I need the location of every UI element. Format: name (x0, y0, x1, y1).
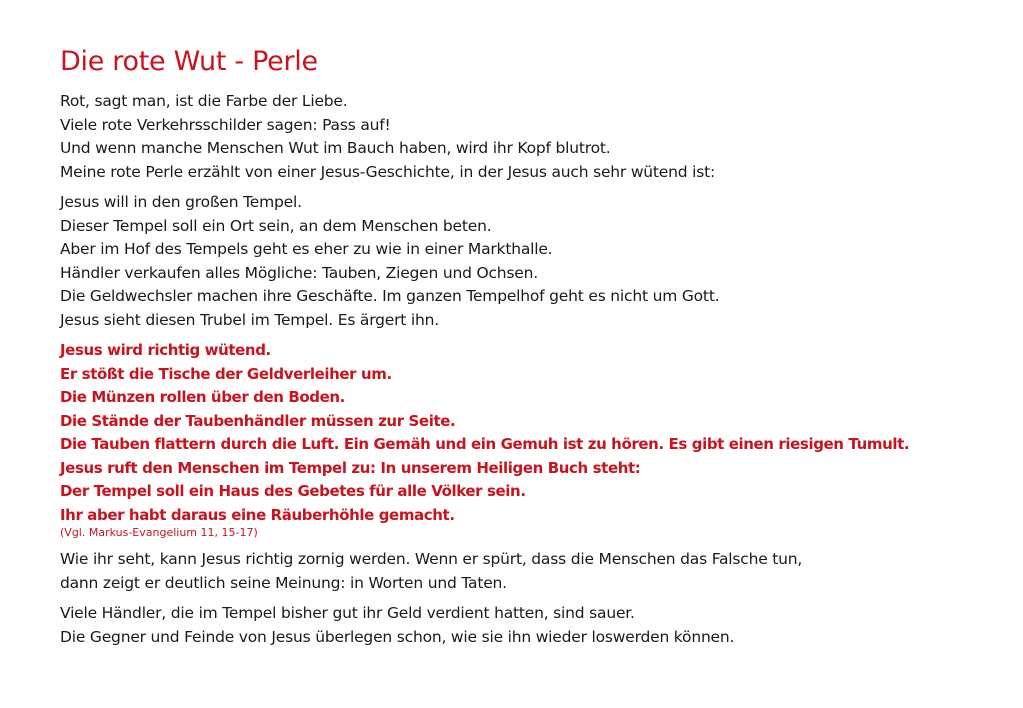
text-line: Jesus ruft den Menschen im Tempel zu: In unserem Heiligen Buch steht: (60, 458, 641, 477)
bible-reference: (Vgl. Markus-Evangelium 11, 15-17) (60, 526, 258, 539)
text-line: Und wenn manche Menschen Wut im Bauch haben, wird ihr Kopf blutrot. (60, 139, 611, 157)
intro-paragraph (60, 90, 1010, 184)
conclusion-paragraph (60, 548, 1010, 595)
text-line: Jesus sieht diesen Trubel im Tempel. Es ärgert ihn. (60, 310, 439, 329)
document-page (60, 44, 1010, 656)
page-title: Die rote Wut - Perle (60, 46, 318, 77)
text-line: Jesus will in den großen Tempel. (60, 193, 302, 211)
text-line: Ihr aber habt daraus eine Räuberhöhle gemacht. (60, 505, 455, 524)
text-line: Die Gegner und Feinde von Jesus überlegen schon, wie sie ihn wieder loswerden können. (60, 627, 735, 646)
text-line: Viele Händler, die im Tempel bisher gut ihr Geld verdient hatten, sind sauer. (60, 604, 635, 622)
text-line: Die Tauben flattern durch die Luft. Ein Gemäh und ein Gemuh ist zu hören. Es gibt einen riesigen Tumult. (60, 435, 910, 453)
text-line: Die Geldwechsler machen ihre Geschäfte. Im ganzen Tempelhof geht es nicht um Gott. (60, 287, 720, 305)
closing-paragraph (60, 602, 1010, 649)
text-line: dann zeigt er deutlich seine Meinung: in Worten und Taten. (60, 573, 507, 592)
text-line: Dieser Tempel soll ein Ort sein, an dem Menschen beten. (60, 216, 492, 235)
text-line: Jesus wird richtig wütend. (60, 341, 271, 359)
text-line: Viele rote Verkehrsschilder sagen: Pass auf! (60, 115, 391, 134)
text-line: Händler verkaufen alles Mögliche: Tauben, Ziegen und Ochsen. (60, 263, 538, 282)
text-line: Meine rote Perle erzählt von einer Jesus-Geschichte, in der Jesus auch sehr wütend ist: (60, 162, 716, 181)
text-line: Der Tempel soll ein Haus des Gebetes für alle Völker sein. (60, 482, 526, 500)
angry-jesus-paragraph (60, 339, 1010, 541)
text-line: Wie ihr seht, kann Jesus richtig zornig werden. Wenn er spürt, dass die Menschen das Falsche tun, (60, 550, 803, 568)
temple-paragraph (60, 191, 1010, 332)
text-line: Rot, sagt man, ist die Farbe der Liebe. (60, 92, 348, 110)
text-line: Aber im Hof des Tempels geht es eher zu wie in einer Markthalle. (60, 240, 553, 258)
text-line: Er stößt die Tische der Geldverleiher um. (60, 364, 392, 383)
text-line: Die Münzen rollen über den Boden. (60, 388, 345, 406)
text-line: Die Stände der Taubenhändler müssen zur Seite. (60, 411, 456, 430)
